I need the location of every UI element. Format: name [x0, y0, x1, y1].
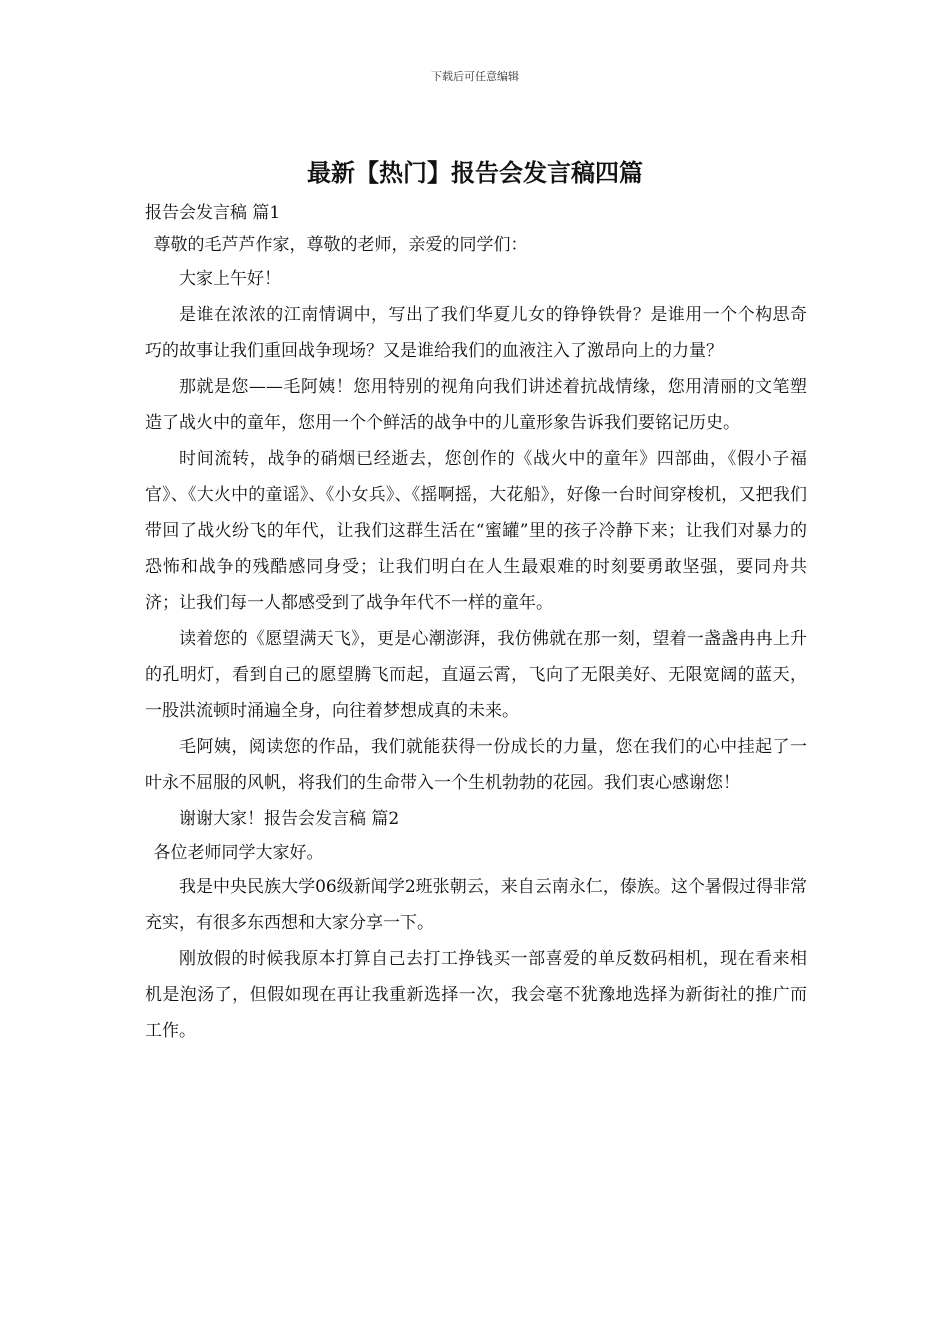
- paragraph: 是谁在浓浓的江南情调中，写出了我们华夏儿女的铮铮铁骨？是谁用一个个构思奇巧的故事让我们重回战争现场？又是谁给我们的血液注入了激昂向上的力量？: [145, 305, 807, 361]
- section-heading: 报告会发言稿 篇1: [145, 203, 281, 223]
- document-title: 最新【热门】报告会发言稿四篇: [307, 158, 643, 187]
- paragraph: 那就是您——毛阿姨！您用特别的视角向我们讲述着抗战情缘，您用清丽的文笔塑造了战火中的童年，您用一个个鲜活的战争中的儿童形象告诉我们要铭记历史。: [145, 377, 807, 433]
- paragraph: 谢谢大家！报告会发言稿 篇2: [179, 809, 400, 829]
- paragraph: 刚放假的时候我原本打算自己去打工挣钱买一部喜爱的单反数码相机，现在看来相机是泡汤了，但假如现在再让我重新选择一次，我会毫不犹豫地选择为新街社的推广而工作。: [145, 949, 807, 1041]
- salutation: 尊敬的毛芦芦作家，尊敬的老师，亲爱的同学们：: [153, 235, 528, 255]
- header-note: 下载后可任意编辑: [431, 70, 519, 83]
- paragraph: 读着您的《愿望满天飞》，更是心潮澎湃，我仿佛就在那一刻，望着一盏盏冉冉上升的孔明灯，看到自己的愿望腾飞而起，直逼云霄，飞向了无限美好、无限宽阔的蓝天，一股洪流顿时涌遍全身，向往着梦想成真的未来。: [145, 629, 807, 721]
- paragraph: 时间流转，战争的硝烟已经逝去，您创作的《战火中的童年》四部曲，《假小子福官》、《大火中的童谣》、《小女兵》、《摇啊摇，大花船》，好像一台时间穿梭机，又把我们带回了战火纷飞的年代，让我们这群生活在“蜜罐”里的孩子冷静下来；让我们对暴力的恐怖和战争的残酷感同身受；让我们明白在人生最艰难的时刻要勇敢坚强，要同舟共济；让我们每一人都感受到了战争年代不一样的童年。: [145, 449, 807, 613]
- paragraph: 我是中央民族大学06级新闻学2班张朝云，来自云南永仁，傣族。这个暑假过得非常充实，有很多东西想和大家分享一下。: [145, 877, 807, 933]
- document-body: [145, 197, 807, 1049]
- salutation: 各位老师同学大家好。: [153, 843, 324, 863]
- paragraph: 大家上午好！: [179, 269, 281, 289]
- paragraph: 毛阿姨，阅读您的作品，我们就能获得一份成长的力量，您在我们的心中挂起了一叶永不屈服的风帆，将我们的生命带入一个生机勃勃的花园。我们衷心感谢您！: [145, 737, 807, 793]
